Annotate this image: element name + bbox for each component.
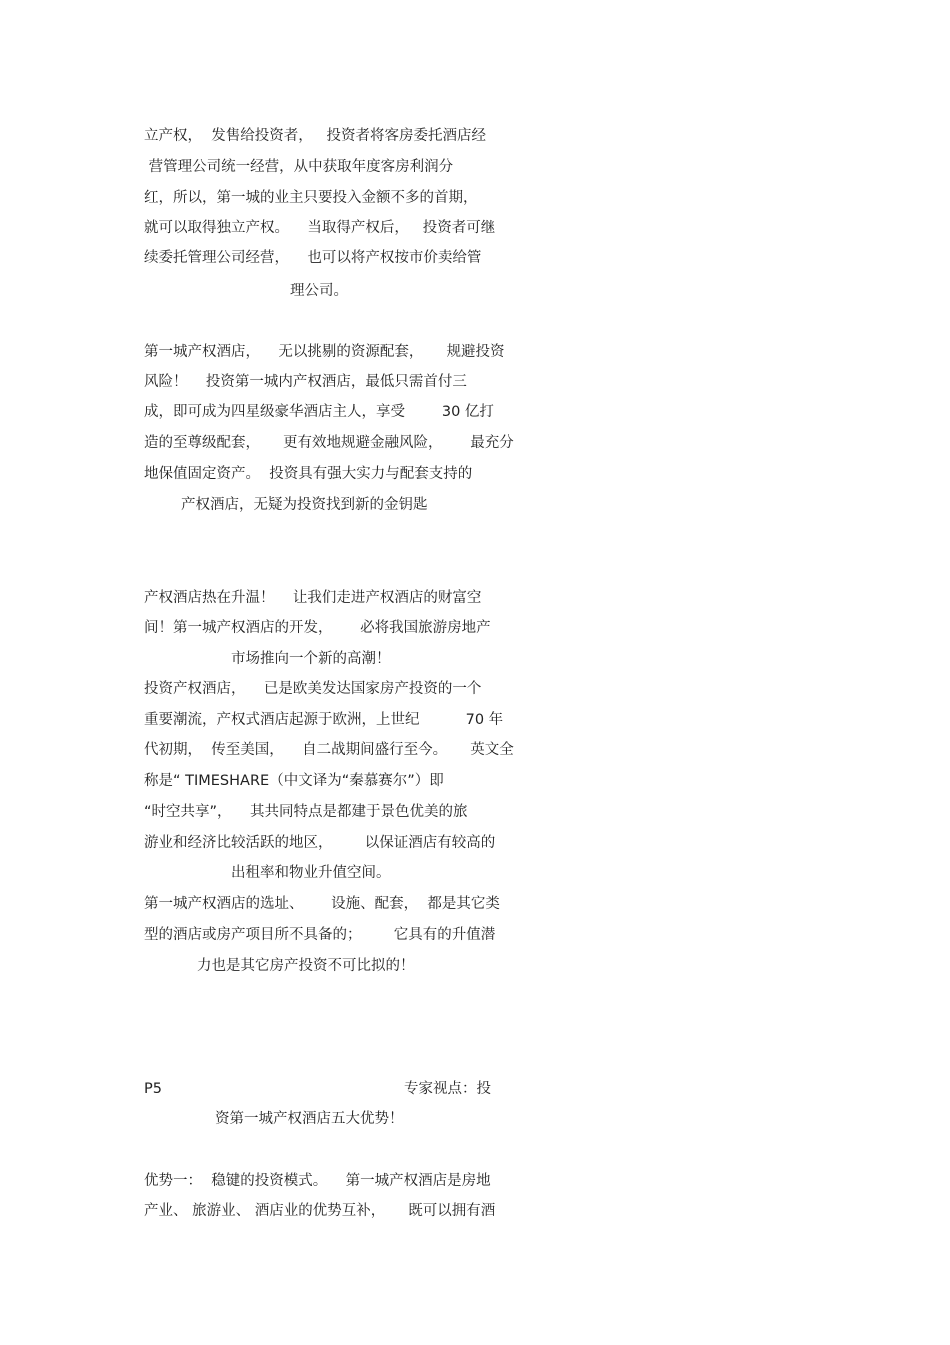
paragraph-1-line-2: 营管理公司统一经营，从中获取年度客房利润分 — [144, 159, 454, 175]
paragraph-4-line-6: 游业和经济比较活跃的地区， 以保证酒店有较高的 — [144, 835, 496, 851]
paragraph-4-line-4: 称是“ TIMESHARE（中文译为“秦慕赛尔”）即 — [144, 773, 444, 789]
paragraph-5-line-3: 力也是其它房产投资不可比拟的！ — [197, 958, 415, 974]
paragraph-1-line-5: 续委托管理公司经营， 也可以将产权按市价卖给管 — [144, 250, 482, 266]
paragraph-4-line-5: “时空共享”， 其共同特点是都建于景色优美的旅 — [144, 804, 468, 820]
paragraph-6-line-2: 产业、 旅游业、 酒店业的优势互补， 既可以拥有酒 — [144, 1203, 496, 1219]
paragraph-5-line-2: 型的酒店或房产项目所不具备的； 它具有的升值潜 — [144, 927, 496, 943]
paragraph-2-line-5: 地保值固定资产。 投资具有强大实力与配套支持的 — [144, 466, 473, 482]
paragraph-1-line-3: 红，所以，第一城的业主只要投入金额不多的首期， — [144, 190, 478, 206]
paragraph-4-line-1: 投资产权酒店， 已是欧美发达国家房产投资的一个 — [144, 681, 482, 697]
paragraph-4-line-7: 出租率和物业升值空间。 — [231, 865, 391, 881]
paragraph-2-line-4: 造的至尊级配套， 更有效地规避金融风险， 最充分 — [144, 435, 514, 451]
paragraph-2-line-6: 产权酒店，无疑为投资找到新的金钥匙 — [181, 497, 428, 513]
section-title-part-1: 专家视点：投 — [404, 1081, 491, 1097]
paragraph-3-line-3: 市场推向一个新的高潮！ — [231, 651, 391, 667]
paragraph-4-line-3: 代初期， 传至美国， 自二战期间盛行至今。 英文全 — [144, 742, 514, 758]
paragraph-2-line-2: 风险！ 投资第一城内产权酒店，最低只需首付三 — [144, 374, 467, 390]
page-number-label: P5 — [144, 1081, 162, 1097]
paragraph-1-line-6: 理公司。 — [290, 283, 348, 299]
paragraph-4-line-2: 重要潮流，产权式酒店起源于欧洲，上世纪 70 年 — [144, 712, 504, 728]
paragraph-3-line-2: 间！第一城产权酒店的开发， 必将我国旅游房地产 — [144, 620, 491, 636]
paragraph-1-line-1: 立产权， 发售给投资者， 投资者将客房委托酒店经 — [144, 128, 487, 144]
paragraph-2-line-3: 成，即可成为四星级豪华酒店主人，享受 30 亿打 — [144, 404, 494, 420]
paragraph-3-line-1: 产权酒店热在升温！ 让我们走进产权酒店的财富空 — [144, 590, 482, 606]
section-title-part-2: 资第一城产权酒店五大优势！ — [215, 1111, 404, 1127]
paragraph-5-line-1: 第一城产权酒店的选址、 设施、配套， 都是其它类 — [144, 896, 500, 912]
paragraph-6-line-1: 优势一： 稳键的投资模式。 第一城产权酒店是房地 — [144, 1173, 491, 1189]
paragraph-1-line-4: 就可以取得独立产权。 当取得产权后， 投资者可继 — [144, 220, 496, 236]
paragraph-2-line-1: 第一城产权酒店， 无以挑剔的资源配套， 规避投资 — [144, 344, 505, 360]
